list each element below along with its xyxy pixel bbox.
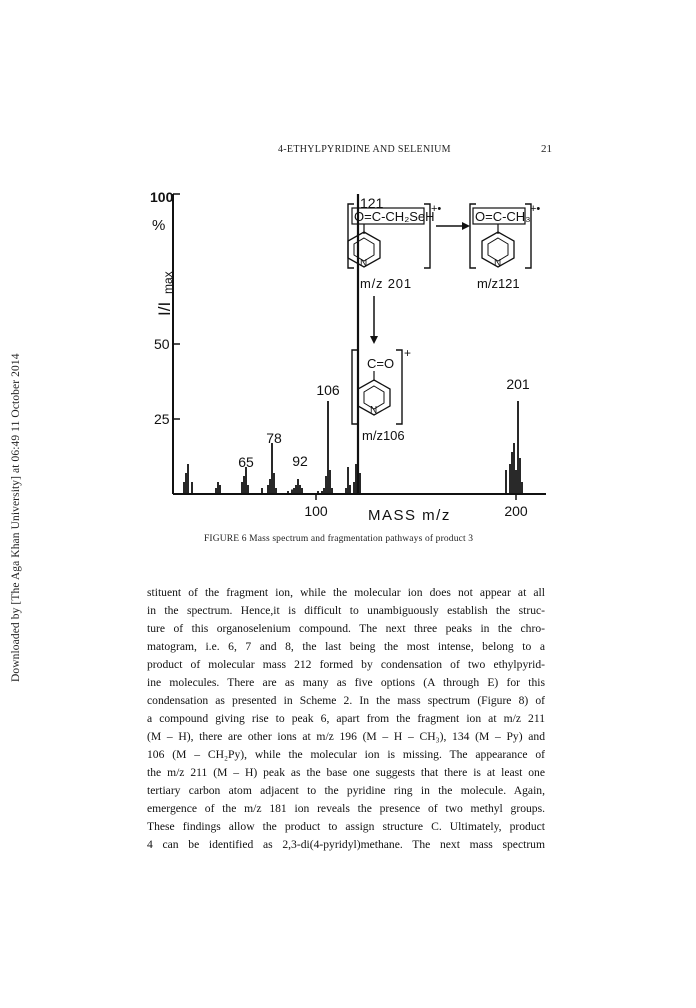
body-text-line: 106 (M – CH₂Py), while the molecular ion is missing. The appearance of	[147, 748, 545, 761]
peak-label-78: 78	[266, 430, 282, 446]
ion-106-structure	[352, 346, 411, 443]
body-text-line: a compound giving rise to peak 6, apart from the fragment ion at m/z 211	[147, 712, 545, 725]
download-watermark	[10, 353, 30, 682]
y-tick-label: 25	[154, 411, 170, 427]
body-text-line: These findings allow the product to assign structure C. Ultimately, product	[147, 820, 545, 833]
body-text-line: (M – H), there are other ions at m/z 196 (M – H – CH₃), 134 (M – Py) and	[147, 730, 545, 743]
peak-label-106: 106	[316, 382, 340, 398]
ion-201-label: m/z 201	[360, 276, 412, 291]
body-text-line: tertiary carbon atom adjacent to the pyridine ring in the molecule. Again,	[147, 784, 545, 797]
y-axis-label: I/I	[155, 301, 174, 316]
ion-106-formula: C=O	[367, 356, 395, 371]
body-text-line: matogram, i.e. 6, 7 and 8, the last being the most intense, belong to a	[147, 640, 545, 653]
body-text-line: ine molecules. There are as many as five options (A through E) for this	[147, 676, 545, 689]
body-text-line: product of molecular mass 212 formed by condensation of two ethylpyrid-	[147, 658, 545, 671]
download-watermark-text: Downloaded by [The Aga Khan University] at 06:49 11 October 2014	[10, 353, 22, 682]
y-tick-label: 50	[154, 336, 170, 352]
spectrum-bars	[184, 194, 522, 494]
body-text-line: the m/z 211 (M – H) peak as the base one suggests that there is at least one	[147, 766, 545, 779]
peak-label-201: 201	[506, 376, 530, 392]
ion-121-label: m/z121	[477, 276, 520, 291]
ion-121-charge: +•	[530, 203, 541, 215]
peak-label-121: 121	[360, 195, 384, 211]
ion-121-structure	[470, 203, 540, 291]
ion-106-label: m/z106	[362, 428, 405, 443]
mass-spectrum-chart	[140, 178, 560, 523]
ring-nitrogen: N	[494, 258, 502, 269]
body-text-line: stituent of the fragment ion, while the molecular ion does not appear at all	[147, 586, 545, 599]
y-tick-label: 100	[150, 189, 174, 205]
body-text-line: in the spectrum. Hence,it is difficult to unambiguously establish the struc-	[147, 604, 545, 617]
y-axis-sub-label: max	[161, 271, 175, 294]
body-text-line: condensation as presented in Scheme 2. In the mass spectrum (Figure 8) of	[147, 694, 545, 707]
arrow-right-icon	[436, 222, 470, 230]
body-text-line: emergence of the m/z 181 ion reveals the presence of two methyl groups.	[147, 802, 545, 815]
ion-121-formula: O=C-CH₃	[475, 209, 531, 224]
x-tick-label: 200	[504, 503, 528, 519]
peak-label-92: 92	[292, 453, 308, 469]
ion-106-charge: +	[404, 346, 412, 360]
ion-201-structure	[348, 203, 441, 291]
x-tick-label: 100	[304, 503, 328, 519]
body-text-line: ture of this organoselenium compound. The next three peaks in the chro-	[147, 622, 545, 635]
peak-label-65: 65	[238, 454, 254, 470]
ring-nitrogen: N	[370, 405, 378, 416]
page-number: 21	[541, 143, 552, 155]
figure-caption: FIGURE 6 Mass spectrum and fragmentation pathways of product 3	[204, 534, 474, 544]
running-head: 4-ETHYLPYRIDINE AND SELENIUM	[278, 144, 451, 155]
ion-201-charge: +•	[431, 203, 442, 215]
x-axis-label: MASS m/z	[368, 507, 451, 523]
body-text	[147, 584, 545, 854]
y-axis-title	[155, 271, 175, 316]
ion-201-formula: O=C-CH₂SeH	[354, 209, 435, 224]
y-unit-label: %	[152, 217, 166, 234]
arrow-down-icon	[370, 296, 378, 344]
bracket-right	[396, 350, 402, 424]
body-text-line: 4 can be identified as 2,3-di(4-pyridyl)methane. The next mass spectrum	[147, 838, 545, 851]
mass-spectrum-figure	[140, 178, 560, 523]
ring-nitrogen: N	[360, 258, 368, 269]
